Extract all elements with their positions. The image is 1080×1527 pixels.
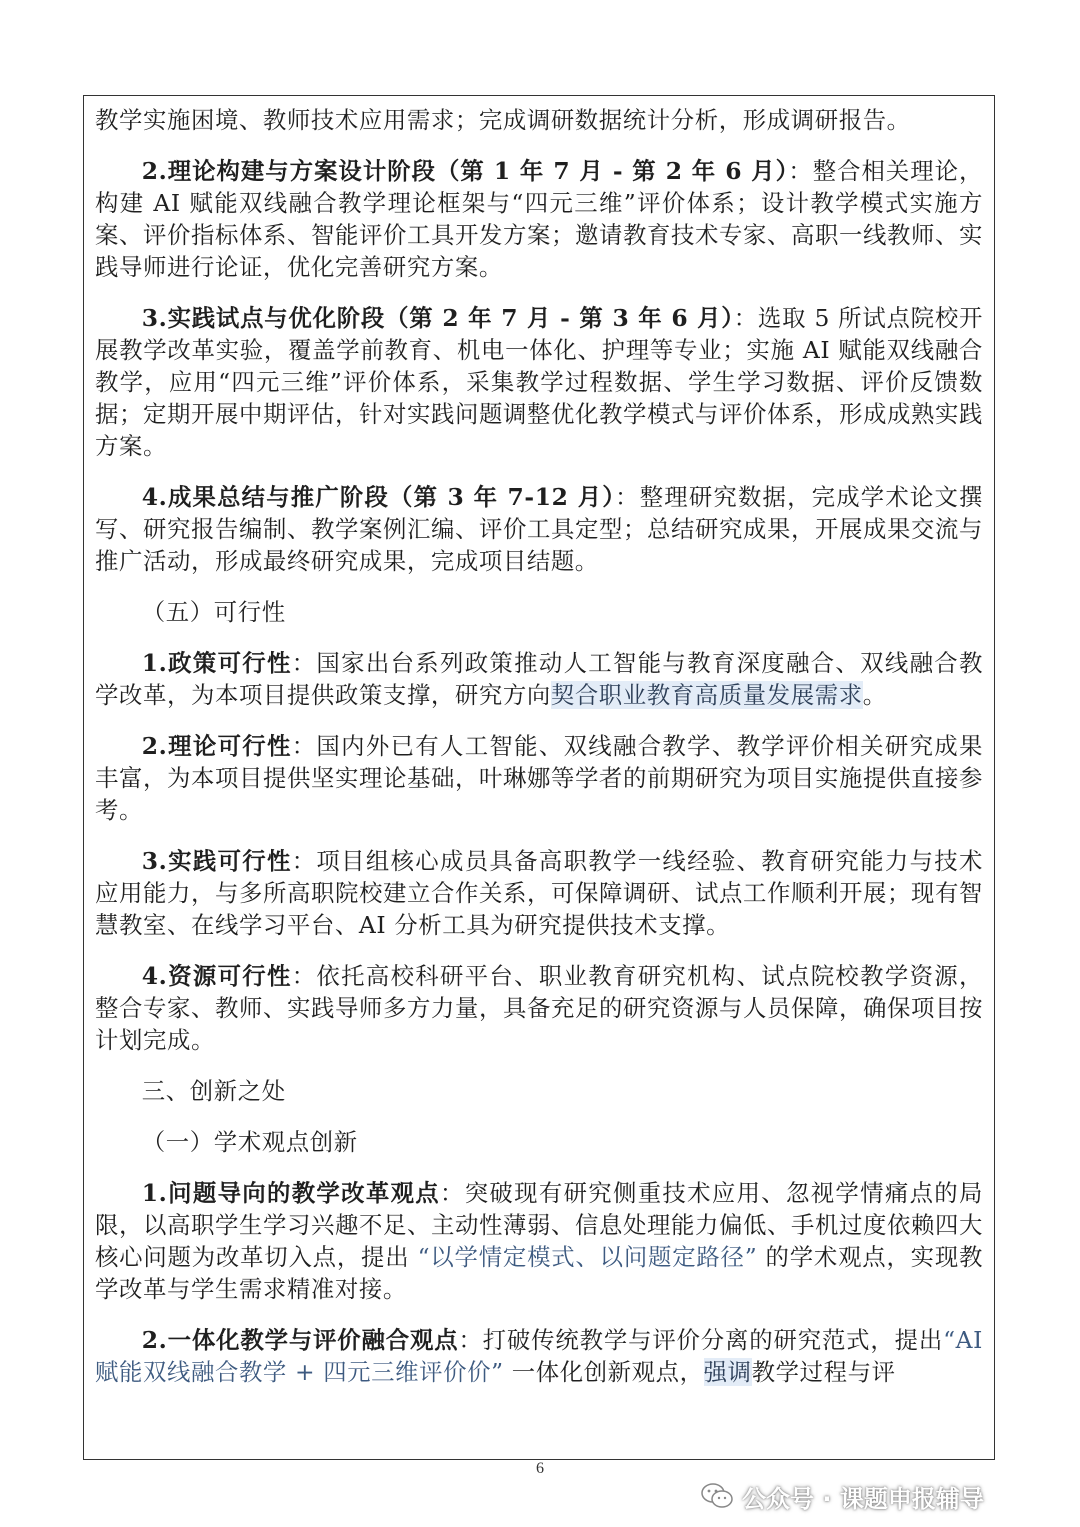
paragraph-stage-4 (95, 481, 983, 577)
paragraph-text: ：国内外已有人工智能、双线融合教学、教学评价相关研究成果丰富，为本项目提供坚实理论基础，叶琳娜等学者的前期研究为项目实施提供直接参考。 (95, 732, 983, 824)
paragraph-text: 教学实施困境、教师技术应用需求；完成调研数据统计分析，形成调研报告。 (95, 106, 911, 134)
paragraph-text: 教学过程与评 (751, 1358, 896, 1386)
paragraph-text: ：突破现有研究侧重技术应用、忽视学情痛点的局限，以高职学生学习兴趣不足、主动性薄弱、信息处理能力偏低、手机过度依赖四大核心问题为改革切入点，提出 (95, 1179, 983, 1271)
paragraph-policy-feasibility (95, 647, 983, 711)
section-heading-innovation: 三、创新之处 (141, 1077, 286, 1105)
wechat-icon (700, 1482, 734, 1510)
paragraph-lead: 1.问题导向的教学改革观点 (141, 1179, 440, 1207)
paragraph-text: ：打破传统教学与评价分离的研究范式，提出 (458, 1326, 944, 1354)
paragraph-text: ：整合相关理论，构建 AI 赋能双线融合教学理论框架与“四元三维”评价体系；设计教学模式实施方案、评价指标体系、智能评价工具开发方案；邀请教育技术专家、高职一线教师、实践导师进行论证，优化完善研究方案。 (95, 157, 983, 281)
paragraph-survey-continuation (95, 104, 983, 136)
quoted-phrase: “AI 赋能双线融合教学 + 四元三维评价价” (95, 1326, 983, 1386)
paragraph-lead: 3.实践可行性 (141, 847, 292, 875)
paragraph-theory-feasibility (95, 730, 983, 826)
quoted-phrase: “以学情定模式、以问题定路径” (417, 1243, 758, 1271)
paragraph-text: 。 (862, 681, 887, 709)
highlighted-text: 契合职业教育高质量发展需求 (550, 681, 863, 709)
highlighted-text: 强调 (703, 1358, 752, 1386)
section-heading-feasibility: （五）可行性 (141, 598, 286, 626)
paragraph-lead: 3.实践试点与优化阶段（第 2 年 7 月 - 第 3 年 6 月） (141, 304, 734, 332)
paragraph-lead: 2.理论构建与方案设计阶段（第 1 年 7 月 - 第 2 年 6 月） (141, 157, 789, 185)
paragraph-text: 一体化创新观点， (503, 1358, 704, 1386)
page-number: 6 (536, 1460, 544, 1477)
subsection-heading-academic: （一）学术观点创新 (141, 1128, 358, 1156)
paragraph-problem-oriented (95, 1177, 983, 1305)
document-content (95, 104, 983, 1407)
paragraph-lead: 4.成果总结与推广阶段（第 3 年 7-12 月） (141, 483, 616, 511)
watermark-text: 公众号 · 课题申报辅导 (742, 1484, 984, 1513)
paragraph-lead: 2.理论可行性 (141, 732, 292, 760)
paragraph-lead: 2.一体化教学与评价融合观点 (141, 1326, 459, 1354)
paragraph-text: ：整理研究数据，完成学术论文撰写、研究报告编制、教学案例汇编、评价工具定型；总结研究成果，开展成果交流与推广活动，形成最终研究成果，完成项目结题。 (95, 483, 983, 575)
paragraph-text: 的学术观点，实现教学改革与学生需求精准对接。 (95, 1243, 983, 1303)
paragraph-stage-2 (95, 155, 983, 283)
paragraph-text: ：国家出台系列政策推动人工智能与教育深度融合、双线融合教学改革，为本项目提供政策支撑，研究方向 (95, 649, 983, 709)
paragraph-lead: 1.政策可行性 (141, 649, 292, 677)
paragraph-integration (95, 1324, 983, 1388)
paragraph-lead: 4.资源可行性 (141, 962, 292, 990)
paragraph-resource-feasibility (95, 960, 983, 1056)
paragraph-practice-feasibility (95, 845, 983, 941)
paragraph-text: ：项目组核心成员具备高职教学一线经验、教育研究能力与技术应用能力，与多所高职院校建立合作关系，可保障调研、试点工作顺利开展；现有智慧教室、在线学习平台、AI 分析工具为研究提供技术支撑。 (95, 847, 983, 939)
paragraph-text: ：选取 5 所试点院校开展教学改革实验，覆盖学前教育、机电一体化、护理等专业；实施 AI 赋能双线融合教学，应用“四元三维”评价体系，采集教学过程数据、学生学习数据、评价反馈数据；定期开展中期评估，针对实践问题调整优化教学模式与评价体系，形成成熟实践方案。 (95, 304, 984, 460)
paragraph-stage-3 (95, 302, 983, 462)
paragraph-text: ：依托高校科研平台、职业教育研究机构、试点院校教学资源，整合专家、教师、实践导师多方力量，具备充足的研究资源与人员保障，确保项目按计划完成。 (95, 962, 983, 1054)
watermark (700, 1476, 984, 1516)
